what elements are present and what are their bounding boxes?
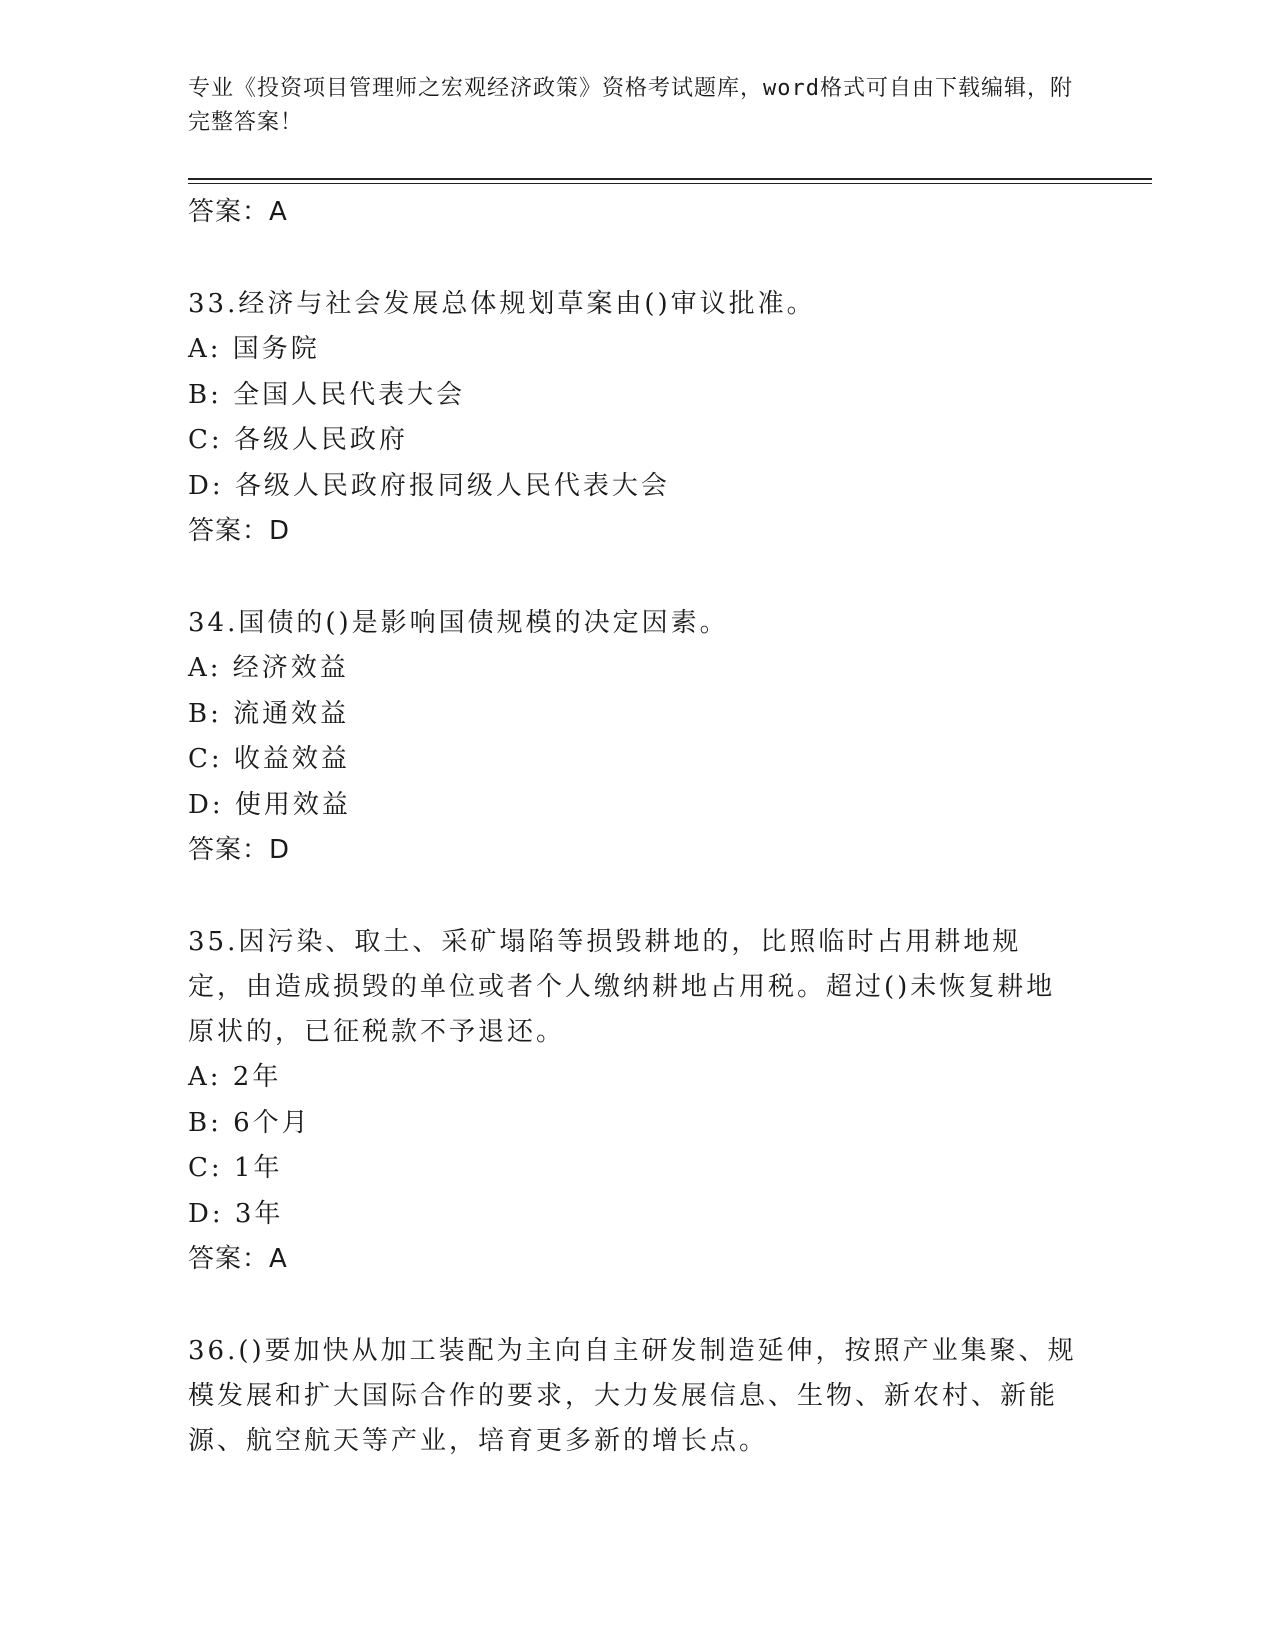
question-stem: 36.()要加快从加工装配为主向自主研发制造延伸，按照产业集聚、规模发展和扩大国际合作的要求，大力发展信息、生物、新农村、新能源、航空航天等产业，培育更多新的增长点。 <box>188 1336 1077 1456</box>
spacer <box>188 872 1078 920</box>
question-stem: 33.经济与社会发展总体规划草案由()审议批准。 <box>188 289 816 319</box>
option-a: A: 国务院 <box>188 334 320 364</box>
option-d: D: 各级人民政府报同级人民代表大会 <box>188 470 670 501</box>
option-c: C: 1年 <box>188 1153 283 1183</box>
document-body <box>188 190 1078 1464</box>
option-a: A: 2年 <box>188 1062 282 1092</box>
answer-line: 答案：D <box>188 516 291 546</box>
question-block <box>188 282 1078 553</box>
answer-line: 答案：A <box>188 1244 288 1274</box>
answer-line: 答案：A <box>188 197 288 227</box>
spacer <box>188 234 1078 282</box>
question-stem: 35.因污染、取土、采矿塌陷等损毁耕地的，比照临时占用耕地规定，由造成损毁的单位或者个人缴纳耕地占用税。超过()未恢复耕地原状的，已征税款不予退还。 <box>188 927 1056 1047</box>
option-b: B: 6个月 <box>188 1107 311 1138</box>
option-b: B: 流通效益 <box>188 698 350 729</box>
option-a: A: 经济效益 <box>188 653 349 683</box>
option-c: C: 各级人民政府 <box>188 425 408 455</box>
question-block <box>188 1329 1078 1464</box>
question-stem: 34.国债的()是影响国债规模的决定因素。 <box>188 608 729 638</box>
option-d: D: 3年 <box>188 1198 284 1229</box>
header-divider-thick <box>188 178 1152 180</box>
option-c: C: 收益效益 <box>188 744 350 774</box>
answer-line: 答案：D <box>188 835 291 865</box>
question-block <box>188 601 1078 872</box>
option-d: D: 使用效益 <box>188 789 351 820</box>
spacer <box>188 1281 1078 1329</box>
document-header: 专业《投资项目管理师之宏观经济政策》资格考试题库，word格式可自由下载编辑，附完整答案！ <box>188 76 1073 135</box>
option-b: B: 全国人民代表大会 <box>188 379 466 410</box>
spacer <box>188 553 1078 601</box>
question-block <box>188 920 1078 1281</box>
header-divider-thin <box>188 183 1152 184</box>
